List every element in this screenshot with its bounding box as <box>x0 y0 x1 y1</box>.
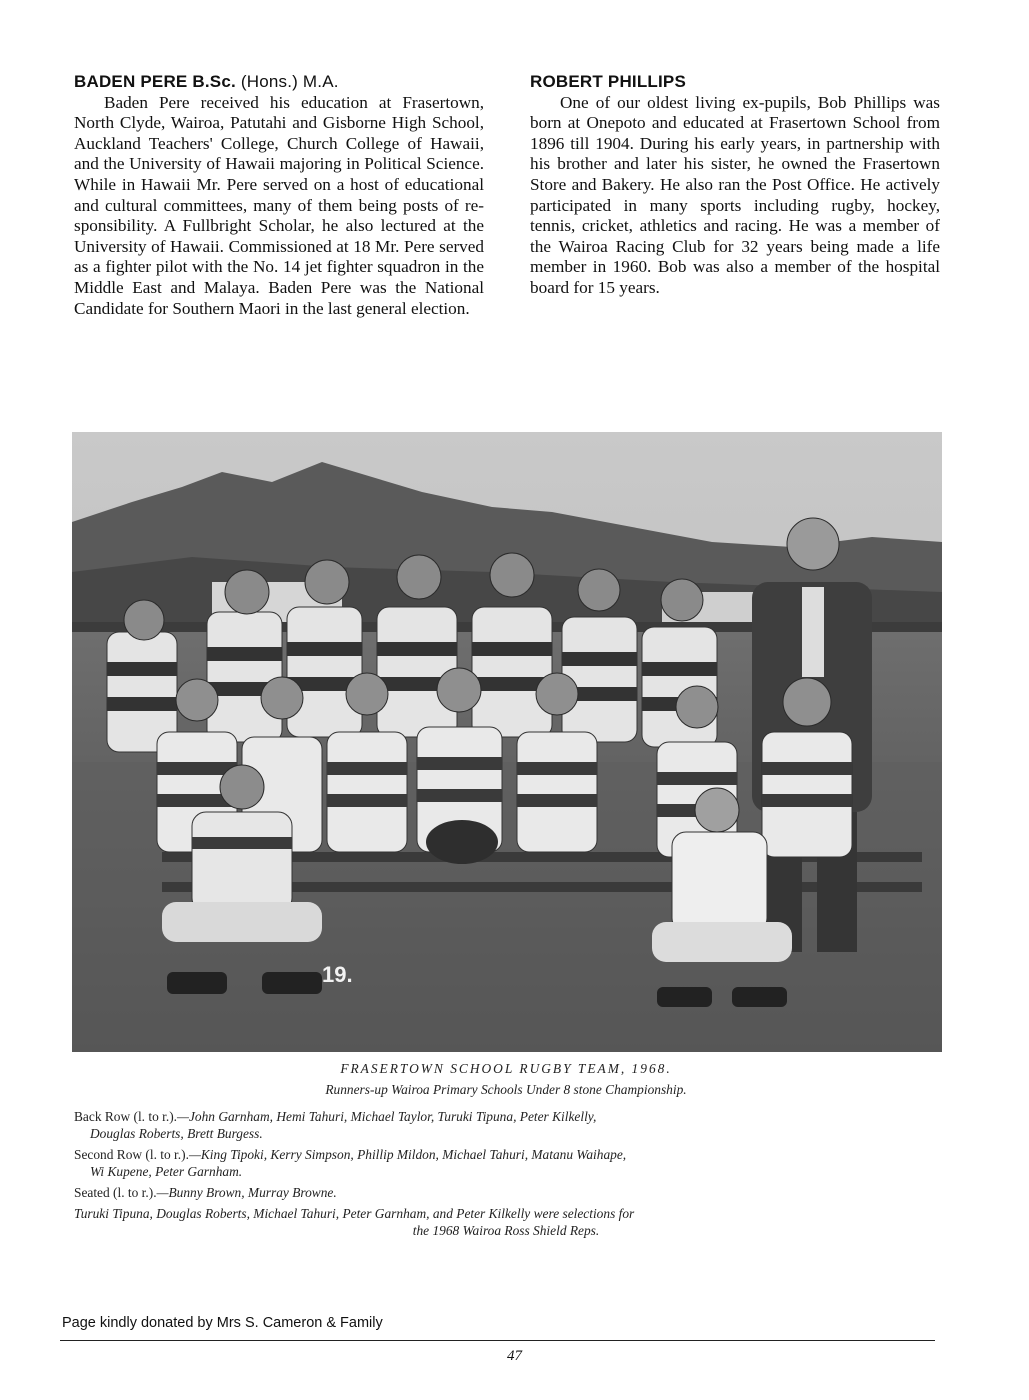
caption-seated-row <box>74 1184 938 1201</box>
photo-caption <box>74 1060 938 1239</box>
team-photo-illustration <box>72 432 942 1052</box>
back-row-lead: Back Row (l. to r.). <box>74 1109 178 1124</box>
back-row-names: —John Garnham, Hemi Tahuri, Michael Taylor, Turuki Tipuna, Peter Kilkelly, <box>177 1109 597 1124</box>
donation-credit: Page kindly donated by Mrs S. Cameron & Family <box>62 1315 383 1331</box>
left-article <box>74 72 484 319</box>
second-row-names-cont: Wi Kupene, Peter Garnham. <box>90 1164 243 1179</box>
footer-rule <box>60 1340 935 1341</box>
heading-degrees: B.Sc. <box>192 72 236 91</box>
seated-lead: Seated (l. to r.). <box>74 1185 157 1200</box>
caption-subtitle: Runners-up Wairoa Primary Schools Under 8 stone Championship. <box>325 1082 687 1097</box>
caption-note <box>74 1205 938 1239</box>
page-number: 47 <box>507 1348 522 1364</box>
caption-second-row <box>74 1146 938 1180</box>
note-text-cont: the 1968 Wairoa Ross Shield Reps. <box>412 1223 600 1238</box>
left-article-body: Baden Pere received his education at Frasertown, North Clyde, Wairoa, Patutahi and Gisborne High School, Auckland Teachers' College, Church College of Hawaii, and the University of Hawaii majoring in Political Science. While in Hawaii Mr. Pere served on a host of educational and cultural committees, many of them being posts of responsibility. A Fullbright Scholar, he also lectured at the University of Hawaii. Commissioned at 18 Mr. Pere served as a fighter pilot with the No. 14 jet fighter squadron in the Middle East and Malaya. Baden Pere was the National Candidate for Southern Maori in the last general election. <box>74 92 484 318</box>
right-article-body: One of our oldest living ex-pupils, Bob Phillips was born at Onepoto and educated at Frasertown School from 1896 till 1904. During his early years, in partnership with his brother and later his sister, he owned the Frasertown Store and Bakery. He also ran the Post Office. He actively participated in many sports including rugby, hockey, tennis, cricket, athletics and racing. He was a member of the Wairoa Racing Club for 32 years being made a life member in 1960. Bob was also a member of the hospital board for 15 years. <box>530 92 940 297</box>
second-row-names: —King Tipoki, Kerry Simpson, Phillip Mildon, Michael Tahuri, Matanu Waihape, <box>188 1147 627 1162</box>
second-row-lead: Second Row (l. to r.). <box>74 1147 189 1162</box>
back-row-names-cont: Douglas Roberts, Brett Burgess. <box>90 1126 263 1141</box>
right-article <box>530 72 940 299</box>
caption-title: FRASERTOWN SCHOOL RUGBY TEAM, 1968. <box>340 1061 672 1076</box>
heading-name: BADEN PERE <box>74 72 188 91</box>
left-article-heading <box>74 72 484 93</box>
right-article-heading: ROBERT PHILLIPS <box>530 72 687 91</box>
note-text: Turuki Tipuna, Douglas Roberts, Michael Tahuri, Peter Garnham, and Peter Kilkelly were selections for <box>74 1206 635 1221</box>
caption-back-row <box>74 1108 938 1142</box>
heading-degrees-rest: (Hons.) M.A. <box>240 72 339 91</box>
seated-names: —Bunny Brown, Murray Browne. <box>156 1185 337 1200</box>
photo-number-mark: 19. <box>322 962 353 987</box>
team-photo <box>72 432 942 1052</box>
